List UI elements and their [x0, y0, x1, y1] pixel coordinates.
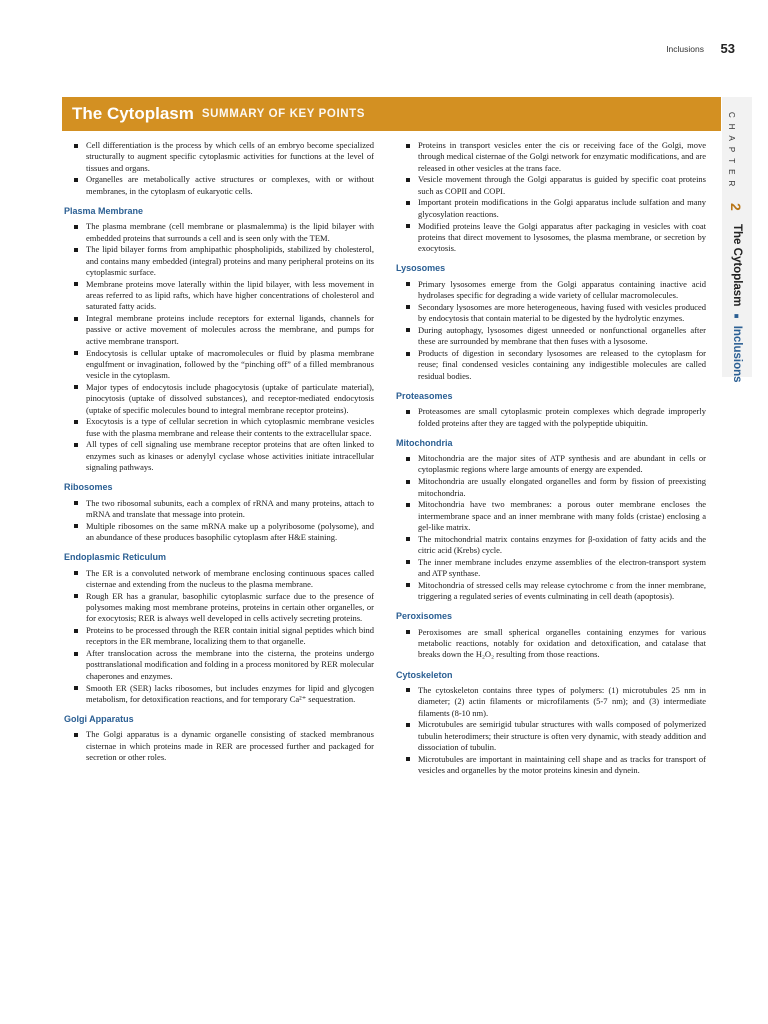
- list-item: Cell differentiation is the process by which cells of an embryo become specialized structurally to augment specific cytoplasmic activities for functions at the level of tissues and organs.: [64, 140, 374, 174]
- list-item: Primary lysosomes emerge from the Golgi apparatus containing inactive acid hydrolases specific for degrading a wide variety of cellular macromolecules.: [396, 279, 706, 302]
- list-item: Integral membrane proteins include receptors for external ligands, channels for passive or active movement of molecules across the membrane, and pumps for active membrane transport.: [64, 313, 374, 347]
- list-item: The Golgi apparatus is a dynamic organelle consisting of stacked membranous cisternae in which proteins made in RER are processed further and packaged for secretion or other roles.: [64, 729, 374, 763]
- intro-list: [64, 140, 374, 197]
- list-item: Major types of endocytosis include phagocytosis (uptake of particulate material), pinocytosis (uptake of dissolved substances), and receptor-mediated endocytosis (uptake of specific molecules bound to integral membrane receptor proteins).: [64, 382, 374, 416]
- list-item: Microtubules are important in maintaining cell shape and as tracks for transport of vesicles and organelles by the motor proteins kinesin and dynein.: [396, 754, 706, 777]
- list-item: Microtubules are semirigid tubular structures with walls composed of polymerized tubulin heterodimers; their structure is often very dynamic, with steady addition and dissociation of tubulin.: [396, 719, 706, 753]
- lysosomes-list: [396, 279, 706, 382]
- ribosomes-list: [64, 498, 374, 544]
- list-item: The plasma membrane (cell membrane or plasmalemma) is the lipid bilayer with embedded proteins that surrounds a cell and is seen only with the TEM.: [64, 221, 374, 244]
- list-item: Rough ER has a granular, basophilic cytoplasmic surface due to the presence of polysomes making most membrane proteins, proteins in certain other organelles, or for exocytosis; RER is always well developed in cells actively secreting proteins.: [64, 591, 374, 625]
- list-item: Exocytosis is a type of cellular secretion in which cytoplasmic membrane vesicles fuse with the plasma membrane and release their contents to the extracellular space.: [64, 416, 374, 439]
- side-separator: ■: [732, 313, 741, 319]
- list-item: Vesicle movement through the Golgi apparatus is guided by specific coat proteins such as COPII and COPI.: [396, 174, 706, 197]
- cytoskeleton-list: [396, 685, 706, 776]
- heading-golgi-apparatus: Golgi Apparatus: [64, 714, 134, 725]
- heading-peroxisomes: Peroxisomes: [396, 611, 453, 622]
- heading-proteasomes: Proteasomes: [396, 390, 453, 401]
- mitochondria-list: [396, 453, 706, 602]
- list-item: Membrane proteins move laterally within the lipid bilayer, with less movement in areas referred to as lipid rafts, which have higher concentrations of cholesterol and saturated fatty acids.: [64, 279, 374, 313]
- list-item: The mitochondrial matrix contains enzymes for β-oxidation of fatty acids and the citric acid (Krebs) cycle.: [396, 534, 706, 557]
- list-item: The lipid bilayer forms from amphipathic phospholipids, stabilized by cholesterol, and contains many embedded (integral) proteins and many peripheral proteins on its cytoplasmic surface.: [64, 244, 374, 278]
- list-item: Modified proteins leave the Golgi apparatus after packaging in vesicles with coat proteins that direct movement to lysosomes, the plasma membrane, or secretion by exocytosis.: [396, 221, 706, 255]
- list-item: Multiple ribosomes on the same mRNA make up a polyribosome (polysome), and an abundance of these produces basophilic cytoplasm after H&E staining.: [64, 521, 374, 544]
- list-item: During autophagy, lysosomes digest unneeded or nonfunctional organelles after these are surrounded by membrane that then fuses with a lysosome.: [396, 325, 706, 348]
- er-list: [64, 568, 374, 706]
- list-item: Secondary lysosomes are more heterogeneous, having fused with vesicles produced by endocytosis that contain material to be digested by the hydrolytic enzymes.: [396, 302, 706, 325]
- list-item: Mitochondria are usually elongated organelles and form by fission of preexisting mitochondria.: [396, 476, 706, 499]
- left-column: [64, 140, 374, 764]
- list-item: The inner membrane includes enzyme assemblies of the electron-transport system and ATP synthase.: [396, 557, 706, 580]
- side-chapter-label: CHAPTER: [727, 112, 736, 193]
- list-item: Mitochondria have two membranes: a porous outer membrane encloses the intermembrane space and an inner membrane with many folds (cristae) enclosing a gel-like matrix.: [396, 499, 706, 533]
- heading-lysosomes: Lysosomes: [396, 263, 446, 274]
- banner-subtitle: SUMMARY OF KEY POINTS: [201, 108, 366, 120]
- list-item: Mitochondria of stressed cells may release cytochrome c from the inner membrane, triggering a regulated series of events culminating in cell death (apoptosis).: [396, 580, 706, 603]
- peroxisomes-list: [396, 627, 706, 661]
- heading-endoplasmic-reticulum: Endoplasmic Reticulum: [64, 552, 167, 563]
- list-item: Proteasomes are small cytoplasmic protein complexes which degrade improperly folded proteins after they are tagged with the polypeptide ubiquitin.: [396, 406, 706, 429]
- heading-plasma-membrane: Plasma Membrane: [64, 205, 144, 216]
- list-item: Endocytosis is cellular uptake of macromolecules or fluid by plasma membrane engulfment or invagination, followed by the “pinching off” of a filled membranous vesicle in the cytoplasm.: [64, 348, 374, 382]
- right-column: [396, 140, 706, 777]
- list-item: Proteins to be processed through the RER contain initial signal peptides which bind receptors in the ER membrane, localizing them to that organelle.: [64, 625, 374, 648]
- section-banner: [62, 97, 721, 131]
- list-item: Organelles are metabolically active structures or complexes, with or without membranes, in the cytoplasm of eukaryotic cells.: [64, 174, 374, 197]
- side-chapter-number: 2: [728, 203, 744, 211]
- list-item: The two ribosomal subunits, each a complex of rRNA and many proteins, attach to mRNA and translate that message into protein.: [64, 498, 374, 521]
- list-item: Products of digestion in secondary lysosomes are released to the cytoplasm for reuse; final condensed vesicles containing any indigestible molecules are called residual bodies.: [396, 348, 706, 382]
- list-item: Peroxisomes are small spherical organelles containing enzymes for various metabolic reactions, notably for oxidation and detoxification, and catalase that breaks down the H₂O₂ resulting from those reactions.: [396, 627, 706, 661]
- list-item: Important protein modifications in the Golgi apparatus include sulfation and many glycosylation reactions.: [396, 197, 706, 220]
- banner-title: The Cytoplasm: [72, 104, 194, 123]
- list-item: The ER is a convoluted network of membrane enclosing continuous spaces called cisternae and extending from the nucleus to the plasma membrane.: [64, 568, 374, 591]
- heading-cytoskeleton: Cytoskeleton: [396, 669, 453, 680]
- list-item: After translocation across the membrane into the cisterna, the proteins undergo posttranslational modification and folding in a process monitored by RER molecular chaperones and enzymes.: [64, 648, 374, 682]
- golgi-continued-list: [396, 140, 706, 254]
- running-head: Inclusions: [666, 44, 704, 54]
- proteasomes-list: [396, 406, 706, 429]
- heading-ribosomes: Ribosomes: [64, 482, 113, 493]
- plasma-membrane-list: [64, 221, 374, 473]
- list-item: All types of cell signaling use membrane receptor proteins that are often linked to enzymes such as kinases or adenylyl cyclase whose activities initiate intracellular signaling pathways.: [64, 439, 374, 473]
- list-item: Mitochondria are the major sites of ATP synthesis and are abundant in cells or cytoplasmic regions where large amounts of energy are expended.: [396, 453, 706, 476]
- side-section-title: Inclusions: [731, 325, 743, 383]
- page-number: 53: [720, 41, 735, 56]
- list-item: Smooth ER (SER) lacks ribosomes, but includes enzymes for lipid and glycogen metabolism, for detoxification reactions, and for temporary Ca²⁺ sequestration.: [64, 683, 374, 706]
- side-title-text: The Cytoplasm: [731, 224, 743, 307]
- golgi-list: [64, 729, 374, 763]
- list-item: The cytoskeleton contains three types of polymers: (1) microtubules 25 nm in diameter; (2) actin filaments or microfilaments (5-7 nm); and (3) intermediate filaments (8-10 nm).: [396, 685, 706, 719]
- list-item: Proteins in transport vesicles enter the cis or receiving face of the Golgi, move through medical cisternae of the Golgi network for enzymatic modifications, and are released in other vesicles at the trans face.: [396, 140, 706, 174]
- side-chapter-title: [731, 224, 743, 383]
- heading-mitochondria: Mitochondria: [396, 437, 453, 448]
